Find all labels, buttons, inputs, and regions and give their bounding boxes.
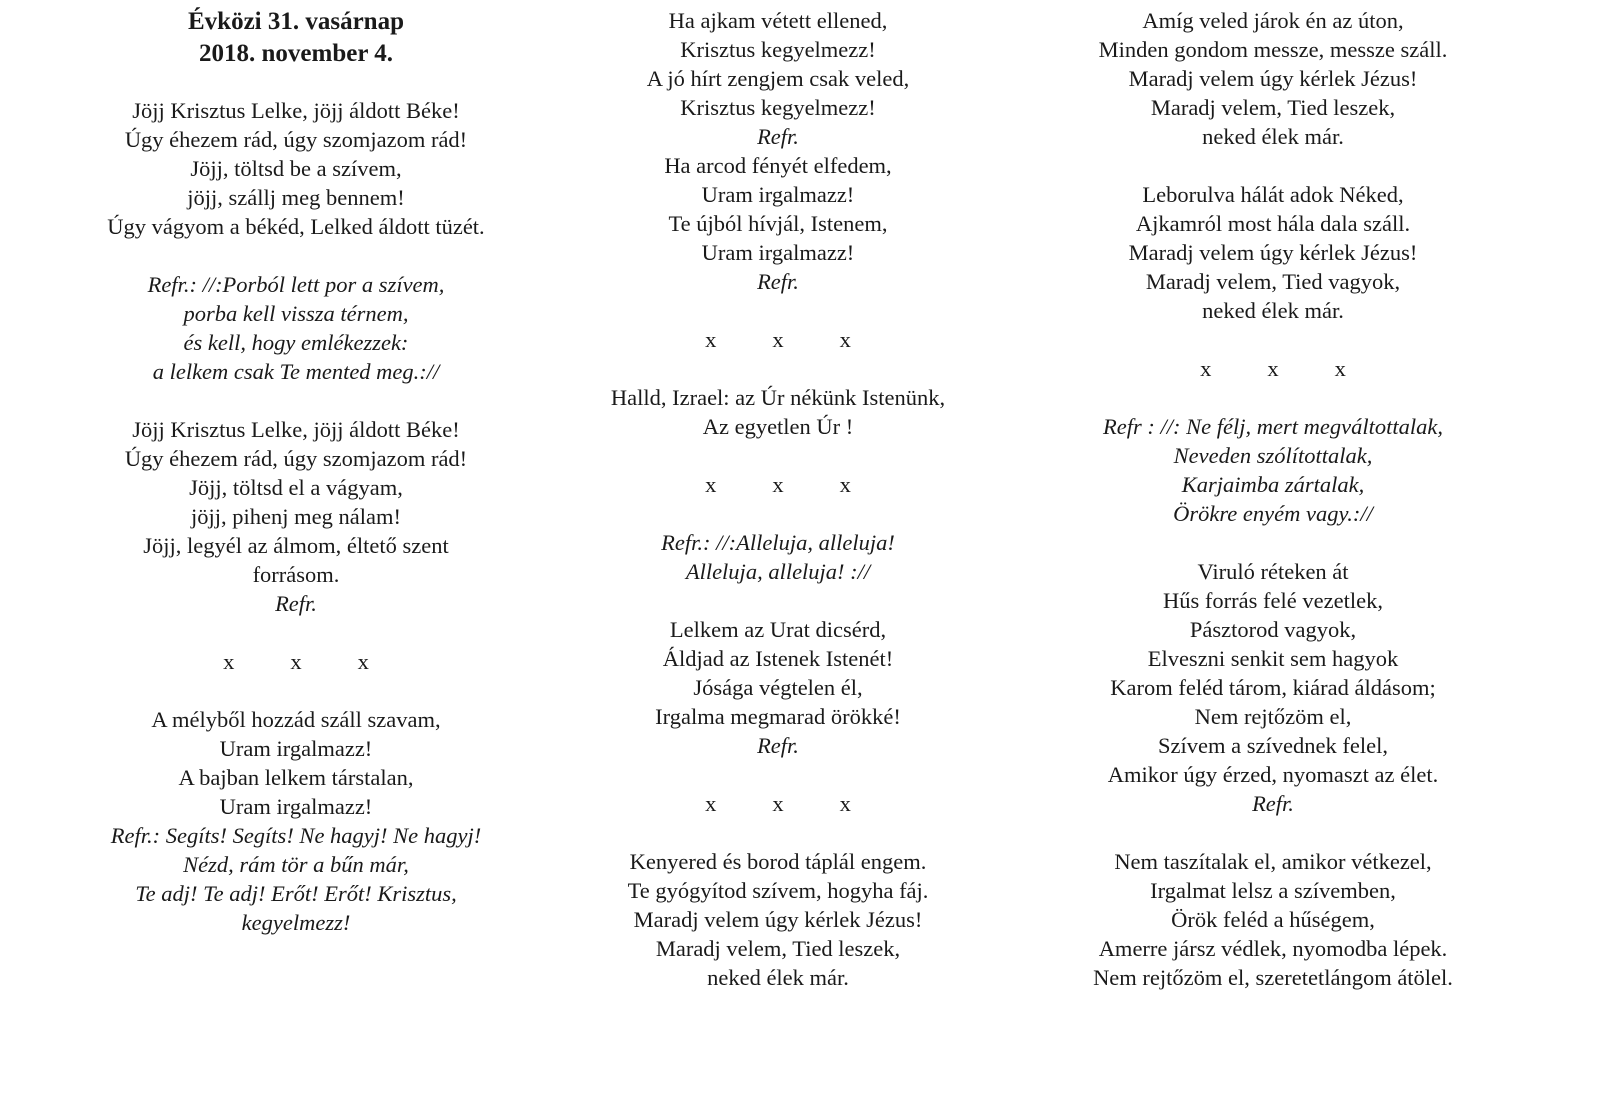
verse-line: Jöjj Krisztus Lelke, jöjj áldott Béke!: [132, 417, 460, 442]
verse-line: Krisztus kegyelmezz!: [680, 37, 876, 62]
separator: [588, 325, 968, 354]
verse: [1060, 180, 1486, 325]
separator-mark: x: [705, 327, 717, 352]
verse-line: Maradj velem úgy kérlek Jézus!: [633, 907, 923, 932]
refrain-line: porba kell vissza térnem,: [183, 301, 409, 326]
verse-line: Úgy éhezem rád, úgy szomjazom rád!: [124, 446, 468, 471]
separator-mark: x: [357, 649, 369, 674]
refrain-marker: Refr.: [275, 591, 317, 616]
verse-line: Uram irgalmazz!: [219, 794, 373, 819]
verse-line: Maradj velem úgy kérlek Jézus!: [1128, 66, 1418, 91]
verse-line: Irgalma megmarad örökké!: [655, 704, 901, 729]
verse: [588, 615, 968, 731]
verse-line: Amíg veled járok én az úton,: [1142, 8, 1404, 33]
verse-line: Ha ajkam vétett ellened,: [668, 8, 888, 33]
refrain-line: a lelkem csak Te mented meg.://: [152, 359, 440, 384]
verse-line: Uram irgalmazz!: [701, 240, 855, 265]
refrain-line: kegyelmezz!: [241, 910, 351, 935]
verse-line: Jöjj, töltsd be a szívem,: [190, 156, 402, 181]
separator-mark: x: [839, 472, 851, 497]
verse-line: Kenyered és borod táplál engem.: [629, 849, 927, 874]
refrain: [588, 528, 968, 586]
verse-line: jöjj, szállj meg bennem!: [187, 185, 405, 210]
verse-line: A bajban lelkem társtalan,: [178, 765, 414, 790]
verse: [1060, 6, 1486, 151]
verse-line: Jöjj, töltsd el a vágyam,: [189, 475, 403, 500]
separator: [1060, 354, 1486, 383]
verse-line: Hűs forrás felé vezetlek,: [1163, 588, 1383, 613]
verse-line: Maradj velem, Tied leszek,: [1150, 95, 1396, 120]
verse-line: Leborulva hálát adok Néked,: [1142, 182, 1404, 207]
column-2: [588, 0, 968, 992]
verse-line: Jöjj, legyél az álmom, éltető szent: [143, 533, 449, 558]
verse-line: Úgy vágyom a békéd, Lelked áldott tüzét.: [107, 214, 485, 239]
verse-line: A mélyből hozzád száll szavam,: [151, 707, 441, 732]
refrain-line: Nézd, rám tör a bűn már,: [183, 852, 409, 877]
verse-line: neked élek már.: [1202, 298, 1344, 323]
separator: [588, 470, 968, 499]
separator-mark: x: [772, 327, 784, 352]
verse-line: Szívem a szívednek felel,: [1158, 733, 1388, 758]
verse-line: Minden gondom messze, messze száll.: [1098, 37, 1448, 62]
refrain-line: Refr.: Segíts! Segíts! Ne hagyj! Ne hagyj!: [110, 823, 482, 848]
verse-line: Az egyetlen Úr !: [702, 414, 854, 439]
refrain-line: Alleluja, alleluja! ://: [685, 559, 871, 584]
refrain-line: és kell, hogy emlékezzek:: [183, 330, 409, 355]
verse-line: Áldjad az Istenek Istenét!: [662, 646, 894, 671]
verse-line: Lelkem az Urat dicsérd,: [669, 617, 887, 642]
separator-mark: x: [290, 649, 302, 674]
verse-line: Ajkamról most hála dala száll.: [1135, 211, 1411, 236]
verse-line: Elveszni senkit sem hagyok: [1147, 646, 1399, 671]
verse: [78, 705, 514, 821]
refrain: [78, 270, 514, 386]
verse-line: Uram irgalmazz!: [219, 736, 373, 761]
column-1: [78, 0, 514, 937]
separator-mark: x: [839, 791, 851, 816]
refrain-marker: Refr.: [757, 733, 799, 758]
verse-line: neked élek már.: [1202, 124, 1344, 149]
verse-line: Maradj velem úgy kérlek Jézus!: [1128, 240, 1418, 265]
refrain-line: Refr.: //:Porból lett por a szívem,: [147, 272, 445, 297]
refrain-line: Örökre enyém vagy.://: [1173, 501, 1373, 526]
verse-line: Krisztus kegyelmezz!: [680, 95, 876, 120]
verse-line: Pásztorod vagyok,: [1189, 617, 1357, 642]
verse-line: Úgy éhezem rád, úgy szomjazom rád!: [124, 127, 468, 152]
separator-mark: x: [1334, 356, 1346, 381]
verse: [1060, 847, 1486, 992]
verse-line: Jöjj Krisztus Lelke, jöjj áldott Béke!: [132, 98, 460, 123]
verse-line: jöjj, pihenj meg nálam!: [191, 504, 401, 529]
separator-mark: x: [772, 472, 784, 497]
verse: [588, 847, 968, 992]
verse: [588, 151, 968, 267]
separator-mark: x: [223, 649, 235, 674]
refrain-line: Refr : //: Ne félj, mert megváltottalak,: [1103, 414, 1443, 439]
verse-line: Örök feléd a hűségem,: [1171, 907, 1375, 932]
verse-line: Maradj velem, Tied leszek,: [655, 936, 901, 961]
verse-line: Nem taszítalak el, amikor vétkezel,: [1114, 849, 1432, 874]
verse-line: neked élek már.: [707, 965, 849, 990]
verse-line: Te gyógyítod szívem, hogyha fáj.: [627, 878, 929, 903]
verse-line: Maradj velem, Tied vagyok,: [1145, 269, 1401, 294]
verse-line: Nem rejtőzöm el, szeretetlángom átölel.: [1093, 965, 1453, 990]
verse: [1060, 557, 1486, 789]
page-date: 2018. november 4.: [199, 40, 393, 67]
column-3: [1060, 0, 1486, 992]
refrain-marker: Refr.: [757, 124, 799, 149]
separator-mark: x: [839, 327, 851, 352]
page-title: Évközi 31. vasárnap: [187, 8, 404, 35]
refrain: [78, 821, 514, 937]
separator: [78, 647, 514, 676]
verse-line: Jósága végtelen él,: [693, 675, 863, 700]
verse-line: Amikor úgy érzed, nyomaszt az élet.: [1107, 762, 1439, 787]
refrain-marker: Refr.: [757, 269, 799, 294]
verse-line: Uram irgalmazz!: [701, 182, 855, 207]
separator-mark: x: [1267, 356, 1279, 381]
separator-mark: x: [705, 472, 717, 497]
verse: [78, 415, 514, 589]
verse-line: A jó hírt zengjem csak veled,: [646, 66, 910, 91]
refrain-line: Refr.: //:Alleluja, alleluja!: [661, 530, 895, 555]
verse-line: Amerre jársz védlek, nyomodba lépek.: [1098, 936, 1448, 961]
verse-line: Irgalmat lelsz a szívemben,: [1150, 878, 1396, 903]
verse: [78, 96, 514, 241]
verse: [588, 6, 968, 122]
refrain-line: Neveden szólítottalak,: [1173, 443, 1373, 468]
separator: [588, 789, 968, 818]
verse-line: Karom feléd tárom, kiárad áldásom;: [1110, 675, 1436, 700]
refrain-marker: Refr.: [1252, 791, 1294, 816]
refrain: [1060, 412, 1486, 528]
separator-mark: x: [1200, 356, 1212, 381]
verse-line: forrásom.: [252, 562, 340, 587]
separator-mark: x: [705, 791, 717, 816]
verse-line: Ha arcod fényét elfedem,: [664, 153, 892, 178]
verse: [588, 383, 968, 441]
verse-line: Nem rejtőzöm el,: [1194, 704, 1352, 729]
separator-mark: x: [772, 791, 784, 816]
verse-line: Viruló réteken át: [1197, 559, 1349, 584]
refrain-line: Te adj! Te adj! Erőt! Erőt! Krisztus,: [135, 881, 457, 906]
refrain-line: Karjaimba zártalak,: [1181, 472, 1365, 497]
verse-line: Te újból hívjál, Istenem,: [668, 211, 888, 236]
verse-line: Halld, Izrael: az Úr nékünk Istenünk,: [610, 385, 946, 410]
